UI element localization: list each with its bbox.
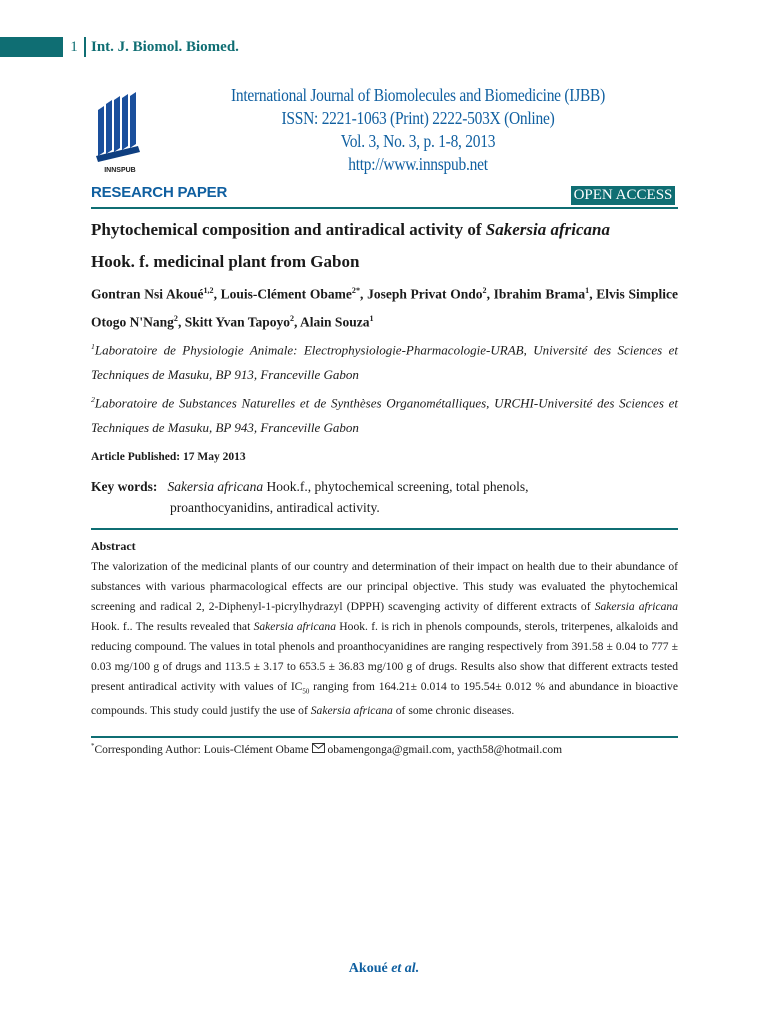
journal-info: [160, 84, 676, 176]
envelope-icon: [312, 742, 325, 758]
innspub-logo: [92, 92, 148, 174]
open-access-badge: OPEN ACCESS: [571, 186, 675, 205]
email-addresses[interactable]: obamengonga@gmail.com, yacth58@hotmail.com: [327, 743, 563, 756]
keywords-line-2: proanthocyanidins, antiradical activity.: [170, 500, 380, 515]
paper-title: Phytochemical composition and antiradical activity of Sakersia africana Hook. f. medicinal plant from Gabon: [91, 220, 610, 271]
abstract-heading: Abstract: [91, 539, 136, 553]
header-bar: [0, 37, 63, 57]
journal-name: International Journal of Biomolecules and Biomedicine (IJBB): [230, 85, 606, 105]
affiliation-1: $^1$Laboratoire de Physiologie Animale: Electrophysiologie-Pharmacologie-URAB, Université des Sciences et Techniques de Masuku, BP 913, Franceville Gabon: [91, 342, 678, 383]
divider-bottom: [91, 736, 678, 738]
journal-url[interactable]: http://www.innspub.net: [348, 154, 488, 174]
divider-top: [91, 207, 678, 209]
keywords: Key words: Sakersia africana Hook.f., phytochemical screening, total phenols,: [91, 479, 529, 494]
publication-date: Article Published: 17 May 2013: [91, 451, 246, 463]
header-divider: [84, 37, 86, 57]
running-footer: Akoué et al.: [348, 961, 420, 976]
corresponding-author: *Corresponding Author: Louis-Clément Obame obamengonga@gmail.com, yacth58@hotmail.com: [91, 739, 678, 758]
logo-text: INNSPUB: [104, 167, 136, 174]
paper-type-label: RESEARCH PAPER: [91, 184, 228, 201]
journal-volume: Vol. 3, No. 3, p. 1-8, 2013: [340, 131, 496, 151]
abstract-body: The valorization of the medicinal plants of our country and determination of their impact on health due to their abundance of substances with various pharmacological effects are our principal objective. This study was evaluated the phytochemical screening and radical 2, 2-Diphenyl-1-picrylhydrazyl (DPPH) scavenging activity of different extracts of Sakersia africana Hook. f.. The results revealed that Sakersia africana Hook. f. is rich in phenols compounds, sterols, triterpenes, alkaloids and reducing compound. The values in total phenols and proanthocyanidines are ranging respectively from 391.58 ± 0.04 to 777 ± 0.03 mg/100 g of drugs and 113.5 ± 3.17 to 653.5 ± 36.83 mg/100 g of drugs. Results also show that different extracts tested present antiradical activity with values of $IC_{50}$ ranging from 164.21± 0.014 to 195.54± 0.012 % and abundance in bioactive compounds. This study could justify the use of Sakersia africana of some chronic diseases.: [91, 560, 679, 718]
journal-issn: ISSN: 2221-1063 (Print) 2222-503X (Online): [281, 108, 555, 128]
author-list: Gontran Nsi Akoué$^{1,2}$, Louis-Clément Obame$^{2*}$, Joseph Privat Ondo$^2$, Ibrahim Brama$^1$, Elvis Simplice Otogo N'Nang$^2$, Skitt Yvan Tapoyo$^2$, Alain Souza$^1$: [91, 286, 679, 329]
divider-middle: [91, 528, 678, 530]
affiliation-2: $^2$Laboratoire de Substances Naturelles et de Synthèses Organométalliques, URCHI-Université des Sciences et Techniques de Masuku, BP 943, Franceville Gabon: [91, 395, 678, 436]
book-stack-icon: [92, 92, 148, 174]
journal-abbreviation: Int. J. Biomol. Biomed.: [91, 39, 239, 55]
page-number: 1: [63, 37, 85, 57]
